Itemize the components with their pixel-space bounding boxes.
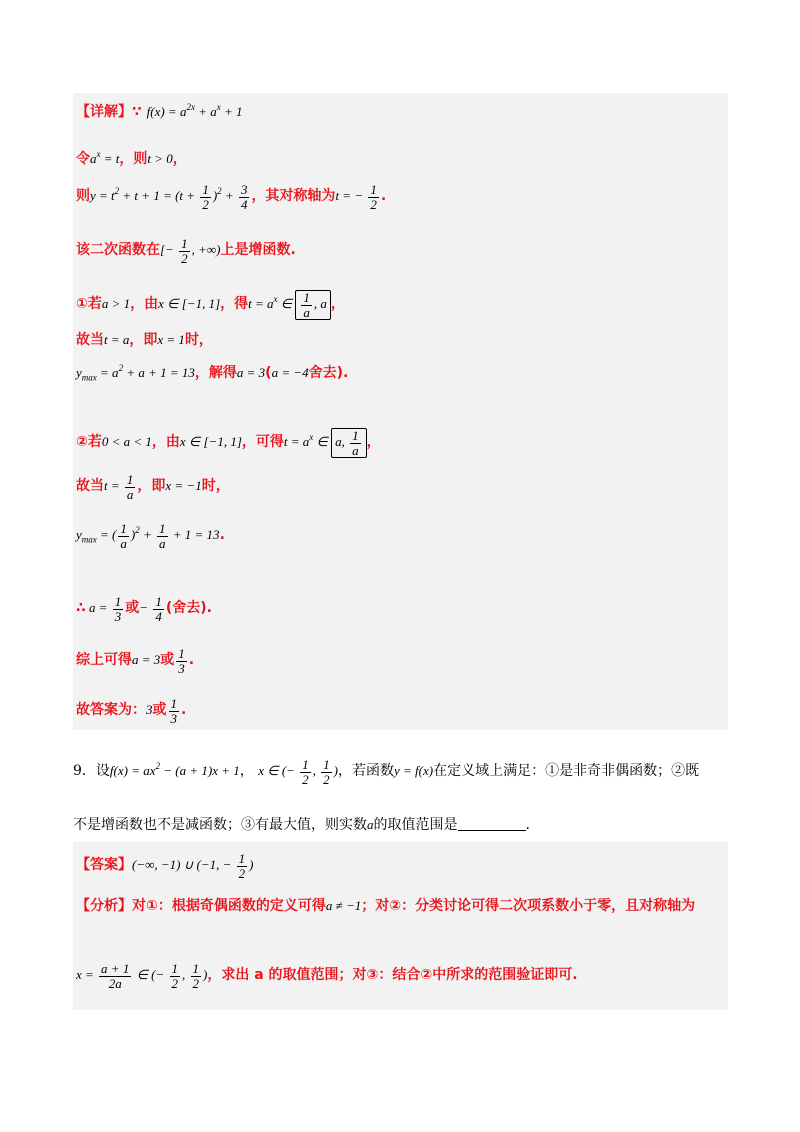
text-you: ，由 (130, 296, 159, 313)
formula-t-eq-a: t = a (104, 332, 130, 347)
formula-a-values: a = $\frac{1}{3}$ (85, 594, 122, 624)
text-period5: . (525, 817, 530, 833)
text-comma4: ， (239, 763, 254, 780)
formula-a-range: 0 < a < 1 (101, 434, 152, 450)
text-paren: ( (265, 365, 272, 381)
text-increasing: 上是增函数. (220, 242, 296, 259)
text-ling: 令 (76, 151, 90, 167)
text-gudang: 故当 (76, 332, 104, 348)
text-shi2: 时， (201, 478, 230, 495)
case1-line (76, 290, 345, 320)
analysis-text2: ，求出 a 的取值范围；对③：结合②中所求的范围验证即可. (207, 967, 578, 984)
increasing-line (76, 237, 296, 265)
text-kede: ，可得 (241, 434, 284, 451)
formula-x-eq-neg1: x = −1 (165, 478, 202, 494)
substitution-line (76, 150, 187, 166)
case1-ymax-line (76, 364, 348, 383)
text-quadratic-in: 该二次函数在 (76, 242, 160, 259)
case2-ymax-line (76, 522, 225, 550)
question9-line2 (73, 818, 530, 832)
text-de: ，得 (220, 296, 249, 313)
text-answer-is: 故答案为： (76, 702, 146, 719)
analysis-line2 (76, 962, 578, 990)
text-conditions: 在定义域上满足：①是非奇非偶函数；②既 (433, 763, 700, 780)
question-number: 9．设 (73, 763, 110, 780)
formula-x-eq-1: x = 1 (157, 332, 185, 347)
text-or2: 或 (160, 652, 175, 669)
formula-t-range2: $t = a^x$ ∈ a, $\frac{1}{a}$ (284, 434, 367, 449)
formula-quadratic: $y = t^2 + t + 1 = (t$ + $\frac{1}{2}$ )$^2$ + $\frac{3}{4}$ (90, 182, 248, 212)
text-period2: . (219, 527, 225, 544)
text-or: 或 (125, 600, 140, 617)
text-gudang2: 故当 (76, 478, 104, 495)
text-ji2: ，即 (137, 478, 166, 495)
text-period4: . (181, 702, 187, 719)
formula-t-positive: t > 0 (147, 151, 173, 166)
text-range-is: 的取值范围是 (373, 817, 458, 833)
formula-x-range: x ∈ [−1, 1] (158, 296, 221, 312)
formula-third: $\frac{1}{3}$ (178, 646, 185, 676)
text-ji: ，即 (129, 332, 158, 348)
text-you2: ，由 (151, 434, 180, 451)
formula-third2: $\frac{1}{3}$ (170, 696, 177, 726)
text-ze: ，则 (119, 151, 148, 167)
text-conditions2: 不是增函数也不是减函数；③有最大值，则实数 (73, 817, 367, 833)
text-sheqiu2: (舍去). (165, 600, 212, 617)
analysis-text: ；对②：分类讨论可得二次项系数小于零，且对称轴为 (361, 898, 696, 914)
text-case1: ①若 (76, 296, 102, 313)
formula-neg-quarter: − $\frac{1}{4}$ (139, 594, 162, 624)
text-case2: ②若 (76, 434, 102, 451)
formula-f-x: $f(x) = a^{2x} + a^x + 1$ (146, 102, 243, 119)
text-comma: ， (172, 151, 187, 167)
text-period3: . (188, 652, 195, 669)
quadratic-line (76, 183, 386, 211)
text-jiede: ，解得 (194, 365, 237, 381)
text-summary: 综上可得 (76, 652, 132, 669)
therefore-line (76, 595, 212, 623)
formula-axis: t = − $\frac{1}{2}$ (335, 182, 377, 212)
formula-a-3: a = 3 (132, 652, 161, 668)
formula-a-gt-1: a > 1 (101, 296, 131, 312)
formula-axis-x: x = $\frac{a + 1}{2a}$ ∈ (− $\frac{1}{2}$ , $\frac{1}{2}$ ) (76, 961, 208, 991)
answer-line (76, 852, 253, 880)
formula-ymax1: $y_{max} = a^2 + a + 1 = 13$ (76, 363, 195, 383)
formula-q9-f: $f(x) = ax^2 - (a + 1)x + 1$ (109, 761, 240, 779)
formula-a-eq-3: a = 3 (236, 365, 266, 380)
formula-t-range: $t = a^x$ ∈ $\frac{1}{a}$ , a (248, 296, 331, 311)
formula-x-range2: x ∈ [−1, 1] (179, 434, 242, 450)
answer-blank (458, 818, 526, 831)
question9-line1 (73, 758, 699, 786)
formula-t-eq-inv-a: t = $\frac{1}{a}$ (104, 472, 134, 502)
text-period: . (380, 188, 387, 205)
formula-q9-domain: x ∈ (− $\frac{1}{2}$ , $\frac{1}{2}$ ) (258, 757, 339, 787)
text-axis: ，其对称轴为 (251, 188, 336, 205)
analysis-label: 【分析】对①：根据奇偶函数的定义可得 (76, 898, 326, 914)
text-sheqiu: 舍去). (308, 365, 349, 381)
formula-a-eq-neg4: a = −4 (271, 365, 309, 380)
text-comma2: ， (330, 296, 345, 313)
final-answer-line (76, 697, 186, 725)
formula-interval: [− $\frac{1}{2}$ , +∞) (160, 236, 221, 266)
formula-var-a: a (367, 817, 374, 832)
formula-answer: (−∞, −1) ∪ (−1, − $\frac{1}{2}$ ) (132, 851, 254, 881)
formula-ymax2: $y_{max}$ = ( $\frac{1}{a}$ )$^2$ + $\frac{1}{a}$ + 1 = 13 (76, 521, 220, 551)
formula-a-ne-neg1: a ≠ −1 (325, 898, 362, 913)
text-shi: 时， (184, 332, 213, 348)
case2-line (76, 428, 381, 458)
case1-when-line (76, 333, 213, 347)
detail-line (76, 103, 243, 119)
analysis-line1 (76, 899, 695, 913)
text-or3: 或 (152, 702, 167, 719)
text-therefore: ∴ (76, 600, 86, 617)
summary-line (76, 647, 194, 675)
case2-when-line (76, 473, 230, 501)
formula-ax-t: $a^x = t$ (90, 149, 120, 166)
text-comma3: ， (366, 434, 381, 451)
text-ruohanshu: ，若函数 (338, 763, 395, 780)
detail-label: 【详解】∵ (76, 104, 142, 120)
formula-q9-y: y = f(x) (394, 763, 434, 779)
text-ze2: 则 (76, 188, 90, 205)
formula-3: 3 (146, 702, 153, 718)
answer-label: 【答案】 (76, 857, 132, 874)
